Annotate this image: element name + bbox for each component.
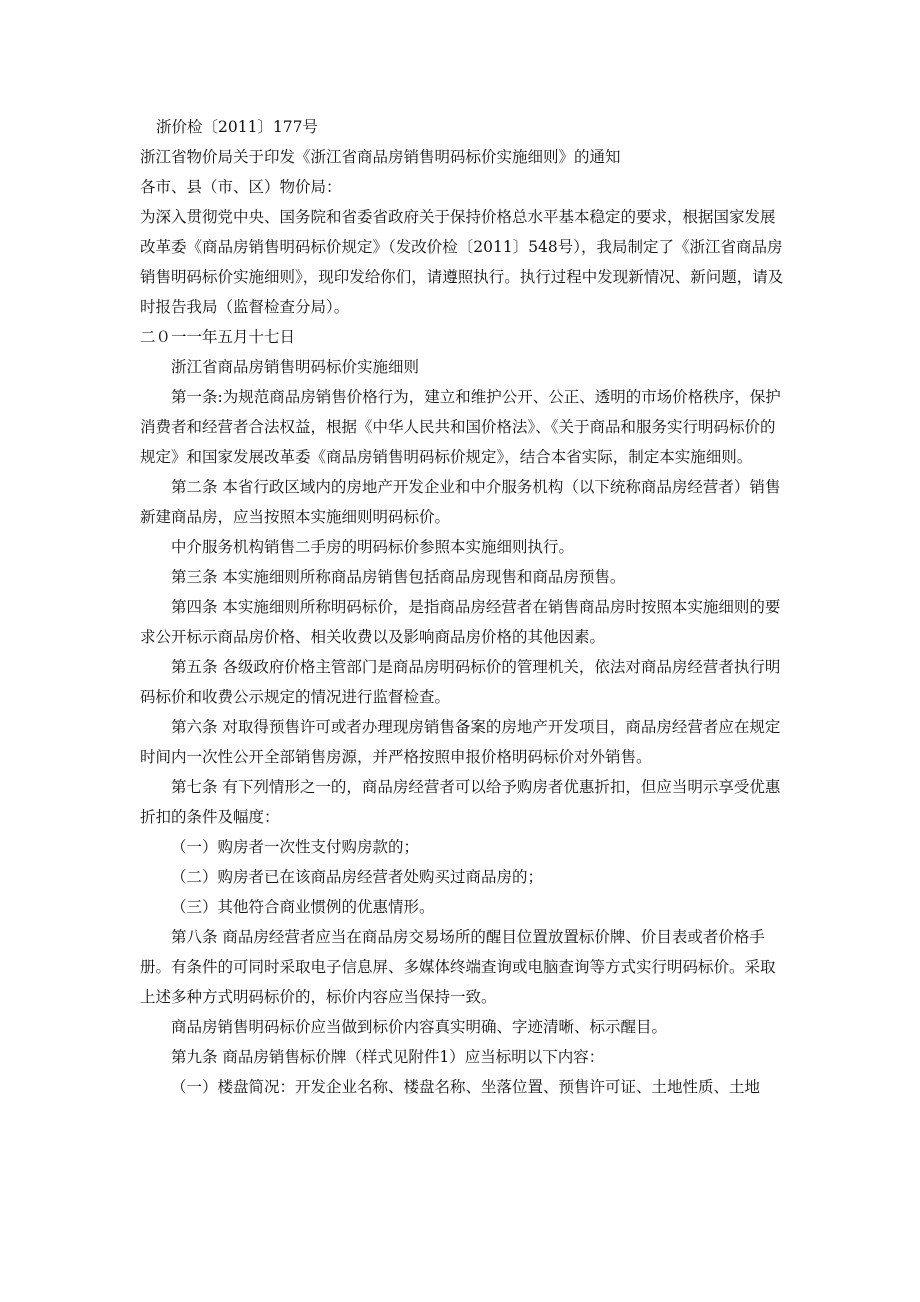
article-5: 第五条 各级政府价格主管部门是商品房明码标价的管理机关，依法对商品房经营者执行明码标价和收费公示规定的情况进行监督检查。 <box>140 658 781 706</box>
article-6: 第六条 对取得预售许可或者办理现房销售备案的房地产开发项目，商品房经营者应在规定时间内一次性公开全部销售房源，并严格按照申报价格明码标价对外销售。 <box>140 718 781 766</box>
document-body <box>140 112 790 1102</box>
notice-title: 浙江省物价局关于印发《浙江省商品房销售明码标价实施细则》的通知 <box>140 148 621 166</box>
article-8: 第八条 商品房经营者应当在商品房交易场所的醒目位置放置标价牌、价目表或者价格手册。有条件的可同时采取电子信息屏、多媒体终端查询或电脑查询等方式实行明码标价。采取上述多种方式明码标价的，标价内容应当保持一致。 <box>140 928 776 1006</box>
addressee: 各市、县（市、区）物价局： <box>140 178 342 196</box>
article-1: 第一条:为规范商品房销售价格行为，建立和维护公开、公正、透明的市场价格秩序，保护消费者和经营者合法权益，根据《中华人民共和国价格法》、《关于商品和服务实行明码标价的规定》和国家发展改革委《商品房销售明码标价规定》，结合本省实际，制定本实施细则。 <box>140 388 781 466</box>
article-4: 第四条 本实施细则所称明码标价，是指商品房经营者在销售商品房时按照本实施细则的要求公开标示商品房价格、相关收费以及影响商品房价格的其他因素。 <box>140 598 781 646</box>
issue-date: 二０一一年五月十七日 <box>140 328 296 346</box>
article-7: 第七条 有下列情形之一的，商品房经营者可以给予购房者优惠折扣，但应当明示享受优惠折扣的条件及幅度： <box>140 778 781 826</box>
article-9: 第九条 商品房销售标价牌（样式见附件1）应当标明以下内容： <box>171 1048 605 1066</box>
article-9-item-1: （一）楼盘简况：开发企业名称、楼盘名称、坐落位置、预售许可证、土地性质、土地 <box>171 1078 761 1096</box>
document-number: 浙价检〔2011〕177号 <box>156 118 319 136</box>
article-2: 第二条 本省行政区域内的房地产开发企业和中介服务机构（以下统称商品房经营者）销售新建商品房，应当按照本实施细则明码标价。 <box>140 478 781 526</box>
article-2-note: 中介服务机构销售二手房的明码标价参照本实施细则执行。 <box>171 538 575 556</box>
article-7-item-3: （三）其他符合商业惯例的优惠情形。 <box>171 898 435 916</box>
article-3: 第三条 本实施细则所称商品房销售包括商品房现售和商品房预售。 <box>171 568 626 586</box>
intro-paragraph: 为深入贯彻党中央、国务院和省委省政府关于保持价格总水平基本稳定的要求，根据国家发展改革委《商品房销售明码标价规定》（发改价检〔2011〕548号），我局制定了《浙江省商品房销售明码标价实施细则》，现印发给你们，请遵照执行。执行过程中发现新情况、新问题，请及时报告我局（监督检查分局）。 <box>140 208 784 316</box>
article-7-item-1: （一）购房者一次性支付购房款的； <box>171 838 420 856</box>
article-7-item-2: （二）购房者已在该商品房经营者处购买过商品房的； <box>171 868 544 886</box>
rules-title: 浙江省商品房销售明码标价实施细则 <box>171 358 420 376</box>
article-8-note: 商品房销售明码标价应当做到标价内容真实明确、字迹清晰、标示醒目。 <box>171 1018 668 1036</box>
